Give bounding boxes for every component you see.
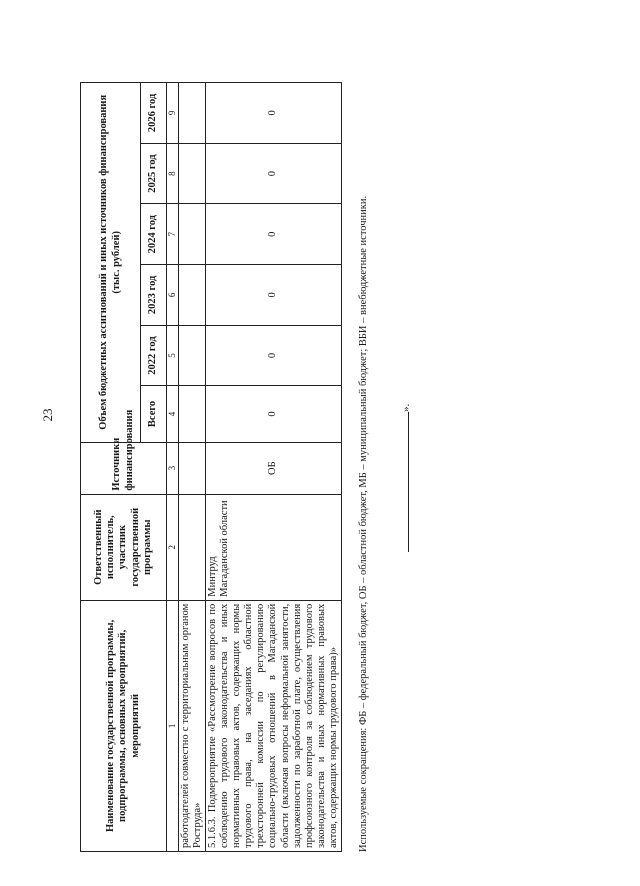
row-funding-source: ОБ: [206, 442, 342, 494]
row-value: 0: [206, 83, 342, 144]
column-number: 9: [167, 83, 179, 144]
closing-mark-line: [398, 372, 412, 552]
table-row: [179, 83, 206, 852]
row-program-name: 5.1.6.3. Подмероприятие «Рассмотрение вопросов по соблюдению трудового законодательства и иных нормативных правовых актов, содержащих нормы трудового права, на заседаниях областной трехсторонней комиссии по регулированию социально-трудовых отношений в Магаданской области (включая вопросы неформальной занятости, задолженности по заработной плате, осуществления профсоюзного контроля за соблюдением трудового законодательства и иных нормативных правовых актов, содержащих нормы трудового права)»: [206, 600, 342, 851]
column-number: 7: [167, 204, 179, 265]
row-value: [179, 325, 206, 386]
header-year-2026: 2026 год: [141, 83, 167, 144]
table-row: [206, 83, 342, 852]
column-number: 6: [167, 265, 179, 326]
row-executor: Минтруд Магаданской области: [206, 494, 342, 600]
column-number: 5: [167, 325, 179, 386]
header-program-name: Наименование государственной программы, подпрограммы, основных мероприятий, мероприятий: [81, 600, 167, 851]
row-value: 0: [206, 386, 342, 442]
row-program-name: работодателей совместно с территориальным органом Роструда»: [179, 600, 206, 851]
row-executor: [179, 494, 206, 600]
column-number-row: [167, 83, 179, 852]
header-funding-source: Источники финансирования: [81, 442, 167, 494]
row-value: 0: [206, 204, 342, 265]
row-value: [179, 204, 206, 265]
header-year-2022: 2022 год: [141, 325, 167, 386]
header-executor: Ответственный исполнитель, участник государственной программы: [81, 494, 167, 600]
page-number: 23: [40, 408, 55, 422]
row-value: [179, 143, 206, 204]
header-year-2024: 2024 год: [141, 204, 167, 265]
header-year-2023: 2023 год: [141, 265, 167, 326]
column-number: 4: [167, 386, 179, 442]
abbreviations-note: Используемые сокращения: ФБ – федеральный бюджет, ОБ – областной бюджет, МБ – муниципальный бюджет; ВБИ – внебюджетные источники.: [358, 195, 369, 852]
column-number: 1: [167, 600, 179, 851]
closing-mark: ».: [400, 403, 412, 412]
funding-table: [80, 82, 342, 852]
underline-blank: [398, 412, 409, 552]
row-value: [179, 386, 206, 442]
row-funding-source: [179, 442, 206, 494]
row-value: 0: [206, 325, 342, 386]
column-number: 2: [167, 494, 179, 600]
header-year-2025: 2025 год: [141, 143, 167, 204]
row-value: [179, 265, 206, 326]
row-value: [179, 83, 206, 144]
header-year-total: Всего: [141, 386, 167, 442]
row-value: 0: [206, 265, 342, 326]
header-funding-volume: Объем бюджетных ассигнований и иных источников финансирования (тыс. рублей): [81, 83, 141, 443]
column-number: 8: [167, 143, 179, 204]
row-value: 0: [206, 143, 342, 204]
column-number: 3: [167, 442, 179, 494]
rotated-page-content: [80, 82, 412, 852]
